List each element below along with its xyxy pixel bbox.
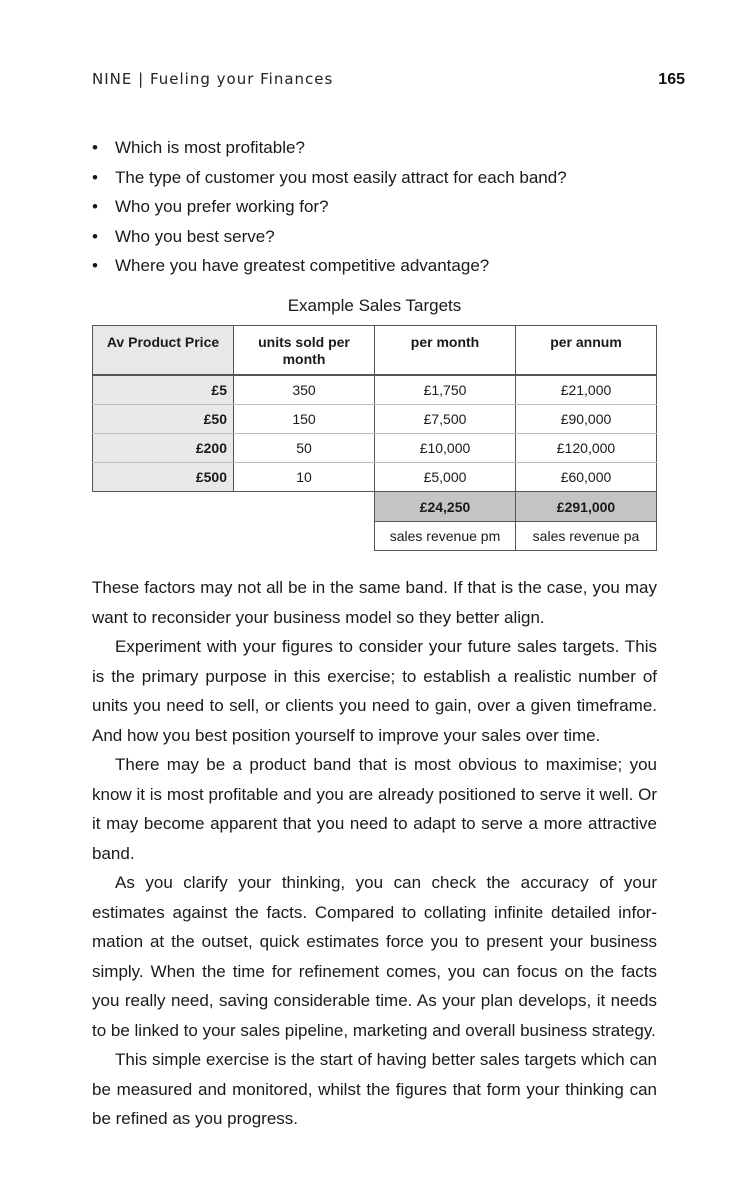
- page-number: 165: [658, 71, 685, 88]
- header-cell: per month: [375, 326, 516, 376]
- table-cell: £10,000: [375, 434, 516, 463]
- totals-row: [93, 492, 657, 522]
- header-cell: Av Product Price: [93, 326, 234, 376]
- price-cell: £500: [93, 463, 234, 492]
- table-cell: 50: [234, 434, 375, 463]
- paragraph: There may be a product band that is most obvious to maximise; you know it is most profitable and you are already positioned to serve it well. Or it may become apparent that you need to adapt to serve a more attractive band.: [92, 755, 657, 863]
- table-cell: £90,000: [516, 405, 657, 434]
- body-text: [92, 573, 657, 1134]
- totals-label-row: [93, 522, 657, 551]
- empty-cell: [93, 522, 234, 551]
- bullet-item: • Who you prefer working for?: [92, 192, 657, 222]
- header-cell: units sold per month: [234, 326, 375, 376]
- price-cell: £5: [93, 375, 234, 405]
- bullet-list: [92, 133, 657, 281]
- total-annual-cell: £291,000: [516, 492, 657, 522]
- running-title: [92, 70, 333, 88]
- empty-cell: [93, 492, 234, 522]
- bullet-item: • Who you best serve?: [92, 222, 657, 252]
- paragraph: Experiment with your figures to consider your future sales targets. This is the primary purpose in this exercise; to establish a realistic number of units you need to sell, or clients you need to gain, over a given timeframe. And how you best position yourself to improve your sales over time.: [92, 637, 657, 745]
- table-cell: £7,500: [375, 405, 516, 434]
- table-cell: £1,750: [375, 375, 516, 405]
- table-cell: 10: [234, 463, 375, 492]
- table-cell: 150: [234, 405, 375, 434]
- total-annual-label: sales revenue pa: [516, 522, 657, 551]
- price-cell: £50: [93, 405, 234, 434]
- paragraph: These factors may not all be in the same band. If that is the case, you may want to reconsider your business model so they better align.: [92, 578, 657, 627]
- table-row: [93, 463, 657, 492]
- table-row: [93, 434, 657, 463]
- chapter-number: NINE: [92, 70, 133, 88]
- table-row: [93, 375, 657, 405]
- total-monthly-label: sales revenue pm: [375, 522, 516, 551]
- sales-targets-table: [92, 325, 657, 551]
- table-cell: £120,000: [516, 434, 657, 463]
- paragraph: This simple exercise is the start of having better sales targets which can be measured and monitored, whilst the figures that form your thinking can be refined as you progress.: [92, 1050, 657, 1128]
- paragraph: As you clarify your thinking, you can check the accuracy of your estimates against the facts. Compared to collating infinite detailed information at the outset, quick estimates force you to present your business simply. When the time for refinement comes, you can focus on the facts you really need, saving considerable time. As your plan develops, it needs to be linked to your sales pipeline, marketing and overall business strategy.: [92, 873, 657, 1040]
- running-head: [92, 70, 685, 92]
- bullet-item: • Which is most profitable?: [92, 133, 657, 163]
- table-cell: £21,000: [516, 375, 657, 405]
- table-cell: 350: [234, 375, 375, 405]
- header-separator: |: [138, 70, 145, 88]
- total-monthly-cell: £24,250: [375, 492, 516, 522]
- price-cell: £200: [93, 434, 234, 463]
- table-row: [93, 405, 657, 434]
- chapter-title: Fueling your Finances: [149, 70, 334, 88]
- bullet-item: • The type of customer you most easily attract for each band?: [92, 163, 657, 193]
- header-cell: per annum: [516, 326, 657, 376]
- table-cell: £5,000: [375, 463, 516, 492]
- table-caption: Example Sales Targets: [287, 296, 462, 315]
- empty-cell: [234, 492, 375, 522]
- table-header-row: [93, 326, 657, 376]
- empty-cell: [234, 522, 375, 551]
- table-cell: £60,000: [516, 463, 657, 492]
- bullet-item: • Where you have greatest competitive advantage?: [92, 251, 657, 281]
